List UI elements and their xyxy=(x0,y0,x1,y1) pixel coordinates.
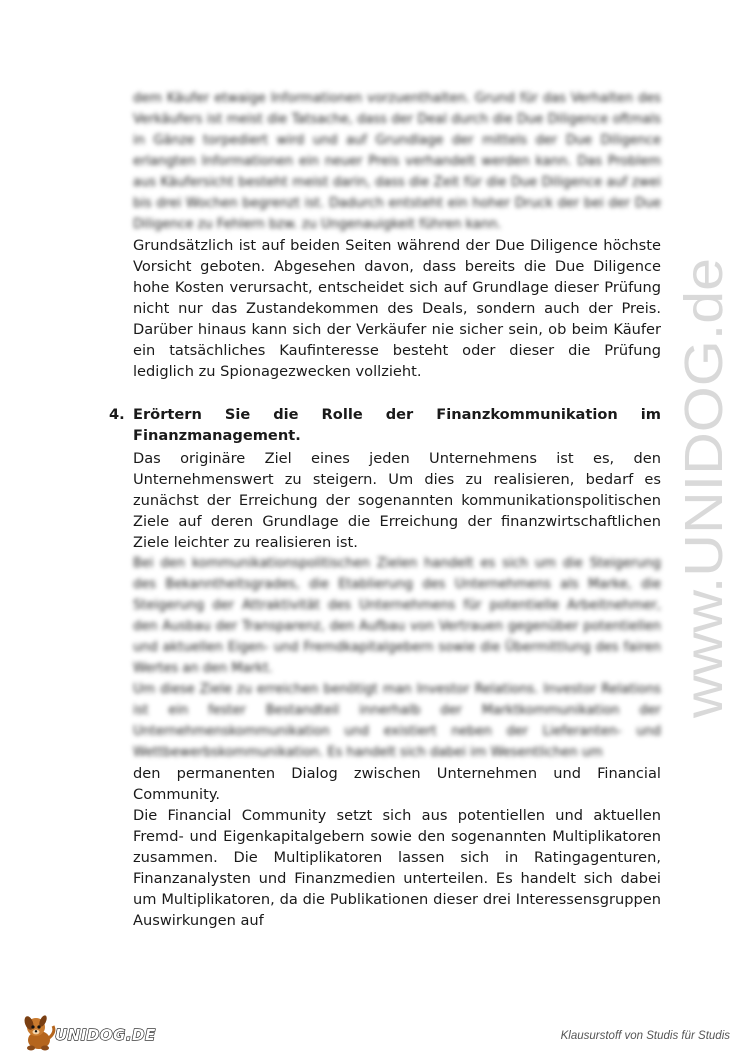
footer-tagline: Klausurstoff von Studis für Studis xyxy=(560,1030,730,1042)
blurred-paragraph-middle-2: Um diese Ziele zu erreichen benötigt man Investor Relations. Investor Relations ist ein fester Bestandteil innerhalb der Marktkommunikation der Unternehmenskommunikation und existiert neben der Lieferanten- und Wettbewerbskommunikation. Es handelt sich dabei im Wesentlichen um xyxy=(133,682,661,760)
watermark-graphic xyxy=(660,248,750,738)
question-text: Erörtern Sie die Rolle der Finanzkommunikation im Finanzmanagement. xyxy=(133,406,661,444)
question-number: 4. xyxy=(109,406,125,423)
watermark-text: www.UNIDOG.de xyxy=(674,297,734,718)
logo-wordmark xyxy=(55,1026,156,1044)
paragraph-dialog: den permanenten Dialog zwischen Unternehmen und Financial Community. xyxy=(133,765,661,803)
watermark xyxy=(660,248,750,738)
paragraph-financial-community: Die Financial Community setzt sich aus potentiellen und aktuellen Fremd- und Eigenkapitalgebern sowie den sogenannten Multiplikatoren zusammen. Die Multiplikatoren lassen sich in Ratingagenturen, Finanzanalysten und Finanzmedien unterteilen. Es handelt sich dabei um Multiplikatoren, da die Publikationen dieser drei Interessensgruppen Auswirkungen auf xyxy=(133,807,661,929)
logo-wordmark-prefix: UNIDOG xyxy=(55,1026,126,1044)
page-content xyxy=(109,88,661,931)
blurred-paragraph-middle-1: Bei den kommunikationspolitischen Zielen handelt es sich um die Steigerung des Bekanntheitsgrades, die Etablierung des Unternehmens als Marke, die Steigerung der Attraktivität des Unternehmens für potentielle Arbeitnehmer, den Ausbau der Transparenz, den Aufbau von Vertrauen gegenüber potentiellen und aktuellen Eigen- und Fremdkapitalgebern sowie die Übermittlung des fairen Wertes an den Markt. xyxy=(133,556,661,676)
paragraph-due-diligence: Grundsätzlich ist auf beiden Seiten während der Due Diligence höchste Vorsicht geboten. Abgesehen davon, dass bereits die Due Diligence hohe Kosten verursacht, entscheidet sich auf Grundlage dieser Prüfung nicht nur das Zustandekommen des Deals, sondern auch der Preis. Darüber hinaus kann sich der Verkäufer nie sicher sein, ob beim Käufer ein tatsächliches Kaufinteresse besteht oder dieser die Prüfung lediglich zu Spionagezwecken vollzieht. xyxy=(133,237,661,380)
unidog-logo[interactable] xyxy=(22,1012,156,1052)
question-heading xyxy=(109,404,661,446)
blurred-paragraph-top: dem Käufer etwaige Informationen vorzuenthalten. Grund für das Verhalten des Verkäufers ist meist die Tatsache, dass der Deal durch die Due Diligence oftmals in Gänze torpediert wird und auf Grundlage der mittels der Due Diligence erlangten Informationen ein neuer Preis verhandelt werden kann. Das Problem aus Käufersicht besteht meist darin, dass die Zeit für die Due Diligence auf zwei bis drei Wochen begrenzt ist. Dadurch entsteht ein hoher Druck der bei der Due Diligence zu Fehlern bzw. zu Ungenauigkeit führen kann. xyxy=(133,91,661,232)
logo-wordmark-suffix: .DE xyxy=(125,1026,156,1044)
dog-mascot-icon xyxy=(22,1012,58,1052)
paragraph-unternehmenswert: Das originäre Ziel eines jeden Unternehmens ist es, den Unternehmenswert zu steigern. Um dies zu realisieren, bedarf es zunächst der Erreichung der sogenannten kommunikationspolitischen Ziele auf deren Grundlage die Erreichung der finanzwirtschaftlichen Ziele leichter zu realisieren ist. xyxy=(133,450,661,551)
